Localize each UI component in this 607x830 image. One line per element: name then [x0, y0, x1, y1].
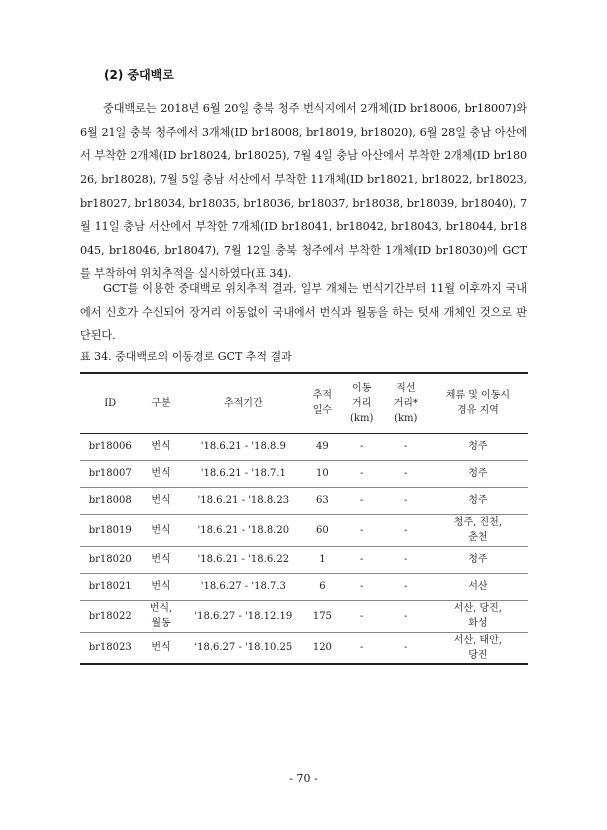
cell-move-distance: -: [360, 495, 364, 506]
table-row: [80, 573, 528, 600]
cell-id: br18020: [88, 554, 132, 565]
cell-id: br18023: [88, 642, 132, 654]
cell-period: '18.6.27 - '18.12.19: [194, 610, 293, 622]
cell-days: 49: [316, 441, 329, 452]
cell-straight-distance: -: [404, 581, 408, 592]
cell-move-distance: -: [360, 441, 364, 452]
cell-type: 번식: [151, 441, 171, 452]
gct-tracking-table: [80, 372, 528, 665]
cell-type: 번식: [151, 554, 171, 565]
table-row: [80, 600, 528, 632]
cell-id: br18019: [88, 524, 132, 536]
cell-straight-distance: -: [404, 642, 408, 654]
cell-type: 번식: [151, 495, 171, 506]
cell-region: 서산, 태안, 당진: [453, 634, 502, 661]
table-row: [80, 487, 528, 514]
cell-period: '18.6.27 - '18.7.3: [200, 581, 286, 592]
cell-move-distance: -: [360, 524, 364, 536]
paragraph-tracking-summary: 중대백로는 2018년 6월 20일 충북 청주 번식지에서 2개체(ID br18006, br18007)와 6월 21일 충북 청주에서 3개체(ID br18008, br18019, br18020), 6월 28일 충남 아산에서 부착한 2개체(ID br18024, br18025), 7월 4일 충남 아산에서 부착한 2개체(ID br18026, br18028), 7월 5일 충남 서산에서 부착한 11개체(ID br18021, br18022, br18023, br18027, br18034, br18035, br18036, br18037, br18038, br18039, br18040), 7월 11일 충남 서산에서 부착한 7개체(ID br18041, br18042, br18043, br18044, br18045, br18046, br18047), 7월 12일 충북 청주에서 부착한 1개체(ID br18030)에 GCT를 부착하여 위치추적을 실시하였다(표 34).: [80, 102, 527, 281]
cell-id: br18007: [88, 468, 132, 479]
header-region: 체류 및 이동시 경유 지역: [445, 390, 511, 417]
cell-days: 1: [319, 554, 326, 565]
cell-days: 60: [316, 524, 329, 536]
cell-region: 서산: [468, 581, 488, 592]
cell-id: br18006: [88, 441, 132, 452]
cell-move-distance: -: [360, 642, 364, 654]
cell-period: '18.6.21 - '18.8.23: [197, 495, 290, 506]
cell-region: 청주: [468, 441, 488, 452]
paragraph-tracking-result: GCT를 이용한 중대백로 위치추적 결과, 일부 개체는 번식기간부터 11월 이후까지 국내에서 신호가 수신되어 장거리 이동없이 국내에서 번식과 월동을 하는 텃새 개체인 것으로 판단된다.: [80, 282, 527, 343]
cell-region: 서산, 당진, 화성: [453, 603, 502, 629]
cell-move-distance: -: [360, 610, 364, 622]
header-days: 추적 일수: [312, 390, 333, 417]
page-number: - 70 -: [289, 772, 318, 785]
cell-type: 번식: [151, 642, 171, 654]
cell-type: 번식: [151, 468, 171, 479]
cell-period: '18.6.21 - '18.8.20: [197, 524, 290, 536]
cell-straight-distance: -: [404, 610, 408, 622]
header-type: 구분: [151, 397, 171, 409]
cell-period: '18.6.21 - '18.6.22: [197, 554, 290, 565]
header-period: 추적기간: [223, 397, 263, 409]
table-caption: 표 34. 중대백로의 이동경로 GCT 추적 결과: [80, 350, 292, 363]
cell-id: br18008: [88, 495, 132, 506]
table-header-row: [80, 373, 528, 433]
section-heading: (2) 중대백로: [104, 68, 174, 82]
cell-days: 120: [312, 642, 332, 654]
cell-straight-distance: -: [404, 495, 408, 506]
cell-move-distance: -: [360, 581, 364, 592]
header-id: ID: [104, 397, 117, 409]
cell-period: '18.6.27 - '18.10.25: [194, 642, 293, 654]
cell-move-distance: -: [360, 468, 364, 479]
header-move-distance: 이동 거리 (km): [350, 382, 374, 424]
cell-id: br18021: [88, 581, 132, 592]
cell-period: '18.6.21 - '18.7.1: [200, 468, 286, 479]
cell-straight-distance: -: [404, 554, 408, 565]
table-row: [80, 514, 528, 546]
cell-days: 6: [319, 581, 326, 592]
cell-move-distance: -: [360, 554, 364, 565]
cell-days: 10: [316, 468, 329, 479]
cell-straight-distance: -: [404, 524, 408, 536]
cell-straight-distance: -: [404, 441, 408, 452]
table-row: [80, 546, 528, 573]
cell-id: br18022: [88, 610, 132, 622]
cell-type: 번식, 월동: [149, 603, 173, 629]
cell-type: 번식: [151, 524, 171, 536]
cell-straight-distance: -: [404, 468, 408, 479]
cell-days: 175: [312, 610, 332, 622]
cell-days: 63: [316, 495, 329, 506]
cell-region: 청주, 진천, 춘천: [453, 517, 502, 543]
table-row: [80, 460, 528, 487]
cell-type: 번식: [151, 581, 171, 592]
cell-region: 청주: [468, 495, 488, 506]
table-row: [80, 632, 528, 664]
cell-period: '18.6.21 - '18.8.9: [200, 441, 286, 452]
cell-region: 청주: [468, 554, 488, 565]
cell-region: 청주: [468, 468, 488, 479]
table-row: [80, 433, 528, 460]
header-straight-distance: 직선 거리* (km): [393, 382, 418, 424]
